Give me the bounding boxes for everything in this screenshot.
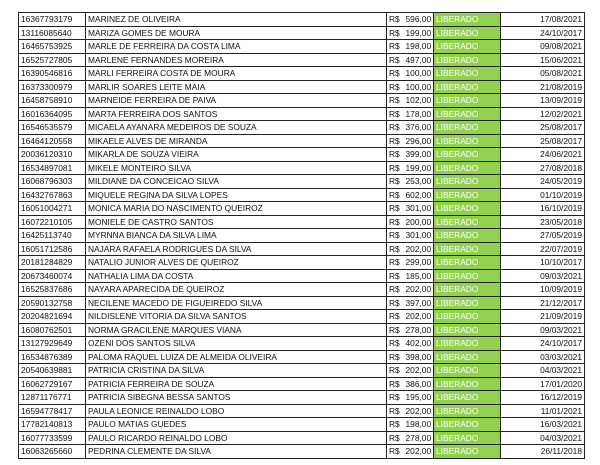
name-cell: NATHALIA LIMA DA COSTA bbox=[86, 269, 387, 283]
status-cell: LIBERADO bbox=[434, 121, 501, 135]
amount-cell: 199,00 bbox=[404, 161, 434, 175]
beneficiary-table bbox=[18, 12, 585, 459]
id-cell: 20181284829 bbox=[19, 256, 86, 270]
table-row bbox=[19, 53, 585, 67]
date-cell: 27/08/2018 bbox=[501, 161, 585, 175]
date-cell: 15/06/2021 bbox=[501, 53, 585, 67]
table-row bbox=[19, 350, 585, 364]
table-row bbox=[19, 229, 585, 243]
id-cell: 20036120310 bbox=[19, 148, 86, 162]
currency-cell: R$ bbox=[387, 283, 404, 297]
name-cell: NILDISLENE VITORIA DA SILVA SANTOS bbox=[86, 310, 387, 324]
status-cell: LIBERADO bbox=[434, 283, 501, 297]
id-cell: 16367793179 bbox=[19, 13, 86, 27]
amount-cell: 185,00 bbox=[404, 269, 434, 283]
date-cell: 16/10/2019 bbox=[501, 202, 585, 216]
id-cell: 16063265660 bbox=[19, 445, 86, 459]
amount-cell: 376,00 bbox=[404, 121, 434, 135]
status-cell: LIBERADO bbox=[434, 161, 501, 175]
amount-cell: 100,00 bbox=[404, 80, 434, 94]
status-cell: LIBERADO bbox=[434, 134, 501, 148]
amount-cell: 195,00 bbox=[404, 391, 434, 405]
table-row bbox=[19, 134, 585, 148]
date-cell: 12/02/2021 bbox=[501, 107, 585, 121]
amount-cell: 299,00 bbox=[404, 256, 434, 270]
status-cell: LIBERADO bbox=[434, 80, 501, 94]
currency-cell: R$ bbox=[387, 202, 404, 216]
name-cell: MIQUELE REGINA DA SILVA LOPES bbox=[86, 188, 387, 202]
currency-cell: R$ bbox=[387, 310, 404, 324]
name-cell: PAULA LEONICE REINALDO LOBO bbox=[86, 404, 387, 418]
date-cell: 17/01/2020 bbox=[501, 377, 585, 391]
amount-cell: 202,00 bbox=[404, 283, 434, 297]
date-cell: 16/12/2019 bbox=[501, 391, 585, 405]
table-row bbox=[19, 94, 585, 108]
table-row bbox=[19, 161, 585, 175]
name-cell: MIKARLA DE SOUZA VIEIRA bbox=[86, 148, 387, 162]
amount-cell: 497,00 bbox=[404, 53, 434, 67]
currency-cell: R$ bbox=[387, 256, 404, 270]
amount-cell: 301,00 bbox=[404, 202, 434, 216]
name-cell: OZENI DOS SANTOS SILVA bbox=[86, 337, 387, 351]
amount-cell: 596,00 bbox=[404, 13, 434, 27]
name-cell: PAULO RICARDO REINALDO LOBO bbox=[86, 431, 387, 445]
id-cell: 16390546816 bbox=[19, 67, 86, 81]
id-cell: 16534876389 bbox=[19, 350, 86, 364]
name-cell: MARNEIDE FERREIRA DE PAIVA bbox=[86, 94, 387, 108]
id-cell: 17782140813 bbox=[19, 418, 86, 432]
table-row bbox=[19, 364, 585, 378]
status-cell: LIBERADO bbox=[434, 337, 501, 351]
currency-cell: R$ bbox=[387, 67, 404, 81]
currency-cell: R$ bbox=[387, 175, 404, 189]
table-row bbox=[19, 148, 585, 162]
table-row bbox=[19, 107, 585, 121]
currency-cell: R$ bbox=[387, 229, 404, 243]
date-cell: 10/10/2017 bbox=[501, 256, 585, 270]
name-cell: NATALIO JUNIOR ALVES DE QUEIROZ bbox=[86, 256, 387, 270]
table-row bbox=[19, 296, 585, 310]
id-cell: 16072210105 bbox=[19, 215, 86, 229]
amount-cell: 202,00 bbox=[404, 404, 434, 418]
currency-cell: R$ bbox=[387, 148, 404, 162]
currency-cell: R$ bbox=[387, 94, 404, 108]
id-cell: 20204821694 bbox=[19, 310, 86, 324]
date-cell: 25/08/2017 bbox=[501, 121, 585, 135]
date-cell: 16/03/2021 bbox=[501, 418, 585, 432]
date-cell: 05/08/2021 bbox=[501, 67, 585, 81]
currency-cell: R$ bbox=[387, 296, 404, 310]
table-row bbox=[19, 188, 585, 202]
amount-cell: 253,00 bbox=[404, 175, 434, 189]
date-cell: 01/10/2019 bbox=[501, 188, 585, 202]
name-cell: MILDIANE DA CONCEICAO SILVA bbox=[86, 175, 387, 189]
id-cell: 16068796303 bbox=[19, 175, 86, 189]
name-cell: MARLIR SOARES LEITE MAIA bbox=[86, 80, 387, 94]
table-row bbox=[19, 26, 585, 40]
amount-cell: 202,00 bbox=[404, 310, 434, 324]
date-cell: 27/05/2019 bbox=[501, 229, 585, 243]
currency-cell: R$ bbox=[387, 134, 404, 148]
name-cell: MARIZA GOMES DE MOURA bbox=[86, 26, 387, 40]
name-cell: PEDRINA CLEMENTE DA SILVA bbox=[86, 445, 387, 459]
status-cell: LIBERADO bbox=[434, 242, 501, 256]
id-cell: 16546535579 bbox=[19, 121, 86, 135]
status-cell: LIBERADO bbox=[434, 188, 501, 202]
amount-cell: 296,00 bbox=[404, 134, 434, 148]
table-row bbox=[19, 337, 585, 351]
name-cell: PAULO MATIAS GUEDES bbox=[86, 418, 387, 432]
status-cell: LIBERADO bbox=[434, 175, 501, 189]
currency-cell: R$ bbox=[387, 80, 404, 94]
amount-cell: 202,00 bbox=[404, 242, 434, 256]
table-row bbox=[19, 67, 585, 81]
status-cell: LIBERADO bbox=[434, 418, 501, 432]
name-cell: MIKELE MONTEIRO SILVA bbox=[86, 161, 387, 175]
table-row bbox=[19, 256, 585, 270]
id-cell: 16051004271 bbox=[19, 202, 86, 216]
amount-cell: 278,00 bbox=[404, 323, 434, 337]
currency-cell: R$ bbox=[387, 40, 404, 54]
amount-cell: 198,00 bbox=[404, 418, 434, 432]
id-cell: 12871176771 bbox=[19, 391, 86, 405]
date-cell: 17/08/2021 bbox=[501, 13, 585, 27]
currency-cell: R$ bbox=[387, 13, 404, 27]
status-cell: LIBERADO bbox=[434, 377, 501, 391]
id-cell: 16534897081 bbox=[19, 161, 86, 175]
status-cell: LIBERADO bbox=[434, 26, 501, 40]
amount-cell: 386,00 bbox=[404, 377, 434, 391]
name-cell: MONIELE DE CASTRO SANTOS bbox=[86, 215, 387, 229]
id-cell: 20590132758 bbox=[19, 296, 86, 310]
status-cell: LIBERADO bbox=[434, 13, 501, 27]
currency-cell: R$ bbox=[387, 431, 404, 445]
name-cell: PATRICIA CRISTINA DA SILVA bbox=[86, 364, 387, 378]
id-cell: 16373300979 bbox=[19, 80, 86, 94]
table-row bbox=[19, 404, 585, 418]
status-cell: LIBERADO bbox=[434, 107, 501, 121]
name-cell: PATRICIA FERREIRA DE SOUZA bbox=[86, 377, 387, 391]
amount-cell: 178,00 bbox=[404, 107, 434, 121]
status-cell: LIBERADO bbox=[434, 310, 501, 324]
currency-cell: R$ bbox=[387, 418, 404, 432]
amount-cell: 602,00 bbox=[404, 188, 434, 202]
date-cell: 26/11/2018 bbox=[501, 445, 585, 459]
date-cell: 24/05/2019 bbox=[501, 175, 585, 189]
date-cell: 03/03/2021 bbox=[501, 350, 585, 364]
status-cell: LIBERADO bbox=[434, 350, 501, 364]
date-cell: 24/10/2017 bbox=[501, 26, 585, 40]
status-cell: LIBERADO bbox=[434, 364, 501, 378]
id-cell: 20673460074 bbox=[19, 269, 86, 283]
currency-cell: R$ bbox=[387, 121, 404, 135]
id-cell: 20540639881 bbox=[19, 364, 86, 378]
amount-cell: 202,00 bbox=[404, 364, 434, 378]
amount-cell: 200,00 bbox=[404, 215, 434, 229]
name-cell: MARLI FERREIRA COSTA DE MOURA bbox=[86, 67, 387, 81]
name-cell: MICAELA AYANARA MEDEIROS DE SOUZA bbox=[86, 121, 387, 135]
status-cell: LIBERADO bbox=[434, 256, 501, 270]
amount-cell: 198,00 bbox=[404, 40, 434, 54]
currency-cell: R$ bbox=[387, 364, 404, 378]
table-row bbox=[19, 202, 585, 216]
date-cell: 04/03/2021 bbox=[501, 431, 585, 445]
id-cell: 16425113740 bbox=[19, 229, 86, 243]
id-cell: 16051712586 bbox=[19, 242, 86, 256]
name-cell: NORMA GRACILENE MARQUES VIANA bbox=[86, 323, 387, 337]
id-cell: 16062729167 bbox=[19, 377, 86, 391]
currency-cell: R$ bbox=[387, 391, 404, 405]
currency-cell: R$ bbox=[387, 215, 404, 229]
table-row bbox=[19, 283, 585, 297]
currency-cell: R$ bbox=[387, 377, 404, 391]
date-cell: 21/08/2019 bbox=[501, 80, 585, 94]
id-cell: 16077733599 bbox=[19, 431, 86, 445]
currency-cell: R$ bbox=[387, 337, 404, 351]
name-cell: MARLENE FERNANDES MOREIRA bbox=[86, 53, 387, 67]
id-cell: 16594778417 bbox=[19, 404, 86, 418]
name-cell: MIKAELE ALVES DE MIRANDA bbox=[86, 134, 387, 148]
currency-cell: R$ bbox=[387, 445, 404, 459]
status-cell: LIBERADO bbox=[434, 431, 501, 445]
table-row bbox=[19, 80, 585, 94]
status-cell: LIBERADO bbox=[434, 94, 501, 108]
status-cell: LIBERADO bbox=[434, 445, 501, 459]
id-cell: 16525727805 bbox=[19, 53, 86, 67]
currency-cell: R$ bbox=[387, 188, 404, 202]
amount-cell: 397,00 bbox=[404, 296, 434, 310]
name-cell: NAYARA APARECIDA DE QUEIROZ bbox=[86, 283, 387, 297]
id-cell: 13127929649 bbox=[19, 337, 86, 351]
date-cell: 22/07/2019 bbox=[501, 242, 585, 256]
table-row bbox=[19, 431, 585, 445]
table-row bbox=[19, 13, 585, 27]
amount-cell: 399,00 bbox=[404, 148, 434, 162]
date-cell: 24/10/2017 bbox=[501, 337, 585, 351]
table-row bbox=[19, 418, 585, 432]
table-row bbox=[19, 175, 585, 189]
table-row bbox=[19, 377, 585, 391]
id-cell: 13116085640 bbox=[19, 26, 86, 40]
amount-cell: 402,00 bbox=[404, 337, 434, 351]
name-cell: NECILENE MACEDO DE FIGUEIREDO SILVA bbox=[86, 296, 387, 310]
name-cell: PALOMA RAQUEL LUIZA DE ALMEIDA OLIVEIRA bbox=[86, 350, 387, 364]
table-row bbox=[19, 323, 585, 337]
amount-cell: 199,00 bbox=[404, 26, 434, 40]
date-cell: 10/09/2019 bbox=[501, 283, 585, 297]
date-cell: 13/09/2019 bbox=[501, 94, 585, 108]
currency-cell: R$ bbox=[387, 323, 404, 337]
id-cell: 16016364095 bbox=[19, 107, 86, 121]
name-cell: PATRICIA SIBEGNA BESSA SANTOS bbox=[86, 391, 387, 405]
id-cell: 16464120558 bbox=[19, 134, 86, 148]
currency-cell: R$ bbox=[387, 53, 404, 67]
status-cell: LIBERADO bbox=[434, 148, 501, 162]
date-cell: 09/03/2021 bbox=[501, 323, 585, 337]
id-cell: 16465753925 bbox=[19, 40, 86, 54]
table-row bbox=[19, 121, 585, 135]
status-cell: LIBERADO bbox=[434, 296, 501, 310]
status-cell: LIBERADO bbox=[434, 53, 501, 67]
amount-cell: 100,00 bbox=[404, 67, 434, 81]
status-cell: LIBERADO bbox=[434, 404, 501, 418]
table-row bbox=[19, 391, 585, 405]
currency-cell: R$ bbox=[387, 26, 404, 40]
currency-cell: R$ bbox=[387, 269, 404, 283]
id-cell: 16525837686 bbox=[19, 283, 86, 297]
currency-cell: R$ bbox=[387, 161, 404, 175]
status-cell: LIBERADO bbox=[434, 215, 501, 229]
name-cell: MYRNNA BIANCA DA SILVA LIMA bbox=[86, 229, 387, 243]
id-cell: 16432767863 bbox=[19, 188, 86, 202]
status-cell: LIBERADO bbox=[434, 323, 501, 337]
name-cell: MARTA FERREIRA DOS SANTOS bbox=[86, 107, 387, 121]
status-cell: LIBERADO bbox=[434, 391, 501, 405]
table-row bbox=[19, 40, 585, 54]
amount-cell: 102,00 bbox=[404, 94, 434, 108]
status-cell: LIBERADO bbox=[434, 67, 501, 81]
amount-cell: 398,00 bbox=[404, 350, 434, 364]
date-cell: 21/09/2019 bbox=[501, 310, 585, 324]
name-cell: MARLE DE FERREIRA DA COSTA LIMA bbox=[86, 40, 387, 54]
name-cell: MONICA MARIA DO NASCIMENTO QUEIROZ bbox=[86, 202, 387, 216]
date-cell: 04/03/2021 bbox=[501, 364, 585, 378]
status-cell: LIBERADO bbox=[434, 229, 501, 243]
amount-cell: 278,00 bbox=[404, 431, 434, 445]
name-cell: NAJARA RAFAELA RODRIGUES DA SILVA bbox=[86, 242, 387, 256]
date-cell: 09/08/2021 bbox=[501, 40, 585, 54]
date-cell: 11/01/2021 bbox=[501, 404, 585, 418]
currency-cell: R$ bbox=[387, 107, 404, 121]
id-cell: 16458758910 bbox=[19, 94, 86, 108]
date-cell: 25/08/2017 bbox=[501, 134, 585, 148]
table-body bbox=[19, 13, 585, 459]
name-cell: MARINEZ DE OLIVEIRA bbox=[86, 13, 387, 27]
table-row bbox=[19, 215, 585, 229]
status-cell: LIBERADO bbox=[434, 202, 501, 216]
currency-cell: R$ bbox=[387, 242, 404, 256]
amount-cell: 301,00 bbox=[404, 229, 434, 243]
table-row bbox=[19, 242, 585, 256]
date-cell: 24/06/2021 bbox=[501, 148, 585, 162]
table-row bbox=[19, 310, 585, 324]
table-row bbox=[19, 445, 585, 459]
currency-cell: R$ bbox=[387, 404, 404, 418]
status-cell: LIBERADO bbox=[434, 40, 501, 54]
date-cell: 23/05/2018 bbox=[501, 215, 585, 229]
currency-cell: R$ bbox=[387, 350, 404, 364]
id-cell: 16080762501 bbox=[19, 323, 86, 337]
date-cell: 09/03/2021 bbox=[501, 269, 585, 283]
amount-cell: 202,00 bbox=[404, 445, 434, 459]
date-cell: 21/12/2017 bbox=[501, 296, 585, 310]
status-cell: LIBERADO bbox=[434, 269, 501, 283]
table-row bbox=[19, 269, 585, 283]
